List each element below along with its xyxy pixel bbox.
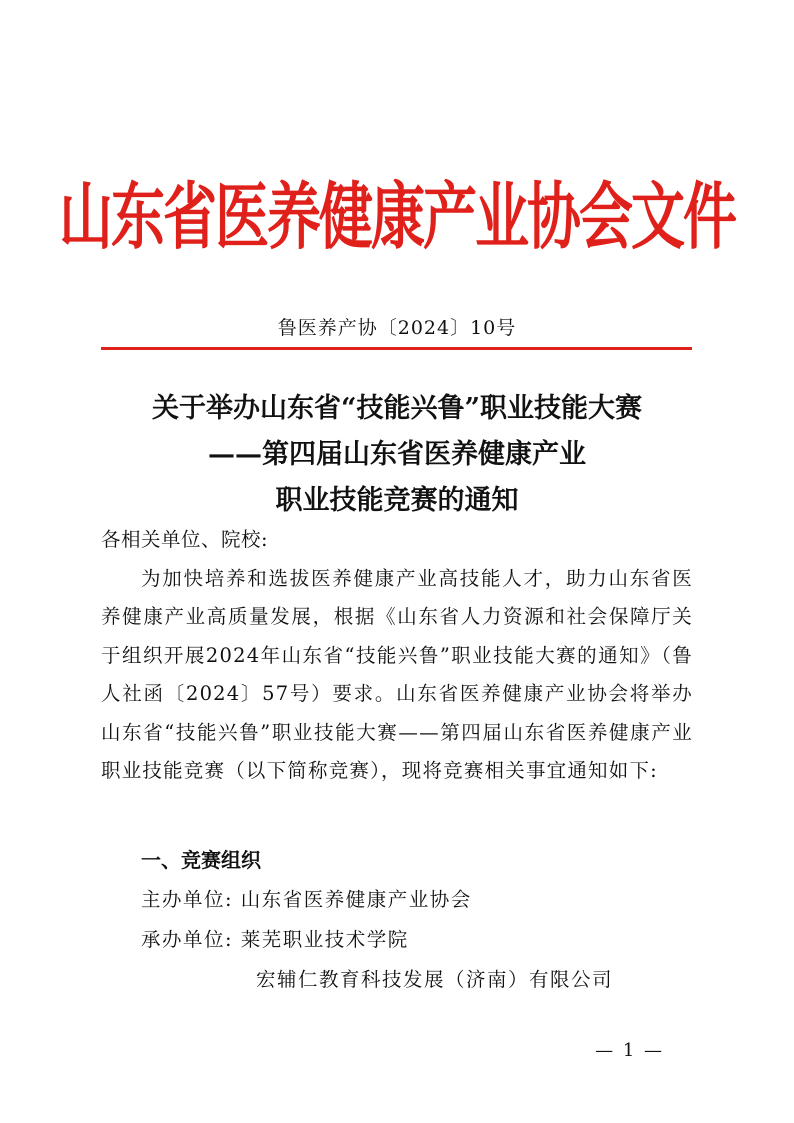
organizer-unit-row bbox=[141, 922, 409, 958]
salutation: 各相关单位、院校: bbox=[101, 528, 269, 551]
notice-title-line-2: ——第四届山东省医养健康产业 bbox=[208, 439, 586, 470]
document-number: 鲁医养产协〔2024〕10号 bbox=[277, 317, 517, 339]
section-heading-organization: 一、竞赛组织 bbox=[141, 848, 261, 872]
notice-title-line-3: 职业技能竞赛的通知 bbox=[275, 485, 519, 516]
organizer-unit-row-2 bbox=[256, 962, 613, 998]
organizer-unit-value-2: 宏辅仁教育科技发展（济南）有限公司 bbox=[256, 968, 614, 991]
host-unit-label: 主办单位: bbox=[141, 888, 234, 911]
organizer-unit-label: 承办单位: bbox=[141, 928, 234, 951]
host-unit-value: 山东省医养健康产业协会 bbox=[240, 888, 472, 911]
organizer-unit-value-1: 莱芜职业技术学院 bbox=[240, 928, 409, 951]
page-number: — 1 — bbox=[595, 1040, 664, 1061]
body-text bbox=[101, 521, 693, 791]
host-unit-row bbox=[141, 882, 472, 918]
document-header-title: 山东省医养健康产业协会文件 bbox=[59, 174, 735, 260]
notice-title bbox=[0, 386, 794, 524]
red-divider-line bbox=[101, 347, 692, 350]
notice-title-line-1: 关于举办山东省“技能兴鲁”职业技能大赛 bbox=[151, 393, 643, 424]
intro-paragraph: 为加快培养和选拔医养健康产业高技能人才，助力山东省医养健康产业高质量发展，根据《山东省人力资源和社会保障厅关于组织开展2024年山东省“技能兴鲁”职业技能大赛的通知》（鲁人社函〔2024〕57号）要求。山东省医养健康产业协会将举办山东省“技能兴鲁”职业技能大赛——第四届山东省医养健康产业职业技能竞赛（以下简称竞赛），现将竞赛相关事宜通知如下: bbox=[101, 566, 693, 782]
